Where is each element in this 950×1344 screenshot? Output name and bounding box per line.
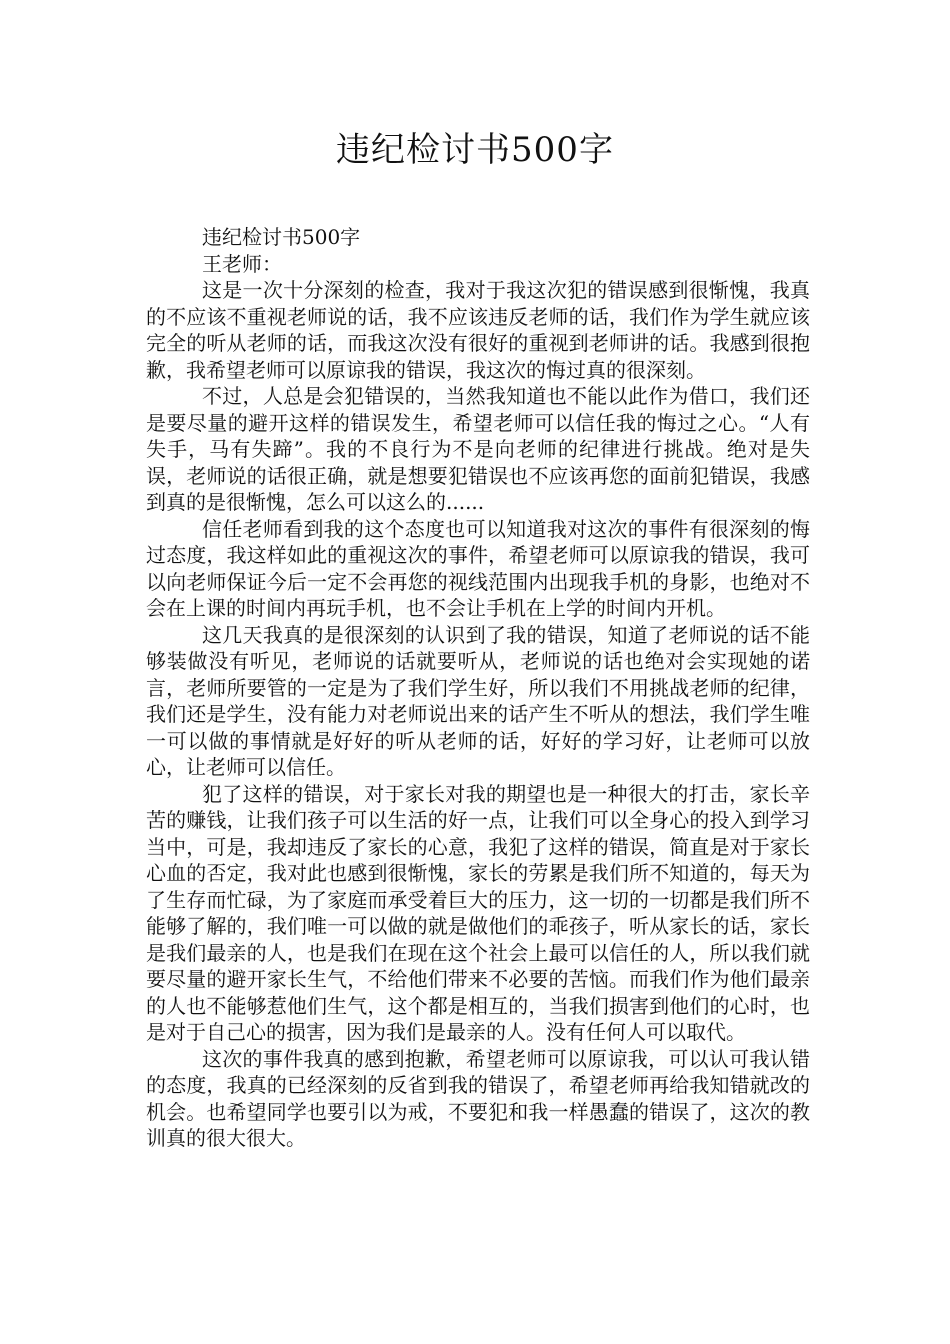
paragraph-6: 这次的事件我真的感到抱歉，希望老师可以原谅我，可以认可我认错的态度，我真的已经深刻的反省到我的错误了，希望老师再给我知错就改的机会。也希望同学也要引以为戒，不要犯和我一样愚蠢的错误了，这次的教训真的很大很大。 [146,1046,810,1150]
document-subtitle: 违纪检讨书500字 [202,225,361,249]
paragraph-5: 犯了这样的错误，对于家长对我的期望也是一种很大的打击，家长辛苦的赚钱，让我们孩子可以生活的好一点，让我们可以全身心的投入到学习当中，可是，我却违反了家长的心意，我犯了这样的错误，简直是对于家长心血的否定，我对此也感到很惭愧，家长的劳累是我们所不知道的，每天为了生存而忙碌，为了家庭而承受着巨大的压力，这一切的一切都是我们所不能够了解的，我们唯一可以做的就是做他们的乖孩子，听从家长的话，家长是我们最亲的人，也是我们在现在这个社会上最可以信任的人，所以我们就要尽量的避开家长生气，不给他们带来不必要的苦恼。而我们作为他们最亲的人也不能够惹他们生气，这个都是相互的，当我们损害到他们的心时，也是对于自己心的损害，因为我们是最亲的人。没有任何人可以取代。 [146,781,810,1044]
paragraph-3: 信任老师看到我的这个态度也可以知道我对这次的事件有很深刻的悔过态度，我这样如此的重视这次的事件，希望老师可以原谅我的错误，我可以向老师保证今后一定不会再您的视线范围内出现我手机的身影，也绝对不会在上课的时间内再玩手机，也不会让手机在上学的时间内开机。 [146,516,810,620]
document-body [146,224,810,1152]
document-title: 违纪检讨书500字 [336,130,614,170]
paragraph-2: 不过，人总是会犯错误的，当然我知道也不能以此作为借口，我们还是要尽量的避开这样的错误发生，希望老师可以信任我的悔过之心。“人有失手，马有失蹄”。我的不良行为不是向老师的纪律进行挑战。绝对是失误，老师说的话很正确，就是想要犯错误也不应该再您的面前犯错误，我感到真的是很惭愧，怎么可以这么的...... [146,384,810,514]
paragraph-1: 这是一次十分深刻的检查，我对于我这次犯的错误感到很惭愧，我真的不应该不重视老师说的话，我不应该违反老师的话，我们作为学生就应该完全的听从老师的话，而我这次没有很好的重视到老师讲的话。我感到很抱歉，我希望老师可以原谅我的错误，我这次的悔过真的很深刻。 [146,278,810,382]
paragraph-4: 这几天我真的是很深刻的认识到了我的错误，知道了老师说的话不能够装做没有听见，老师说的话就要听从，老师说的话也绝对会实现她的诺言，老师所要管的一定是为了我们学生好，所以我们不用挑战老师的纪律，我们还是学生，没有能力对老师说出来的话产生不听从的想法，我们学生唯一可以做的事情就是好好的听从老师的话，好好的学习好，让老师可以放心，让老师可以信任。 [146,622,810,779]
salutation: 王老师： [202,251,282,276]
